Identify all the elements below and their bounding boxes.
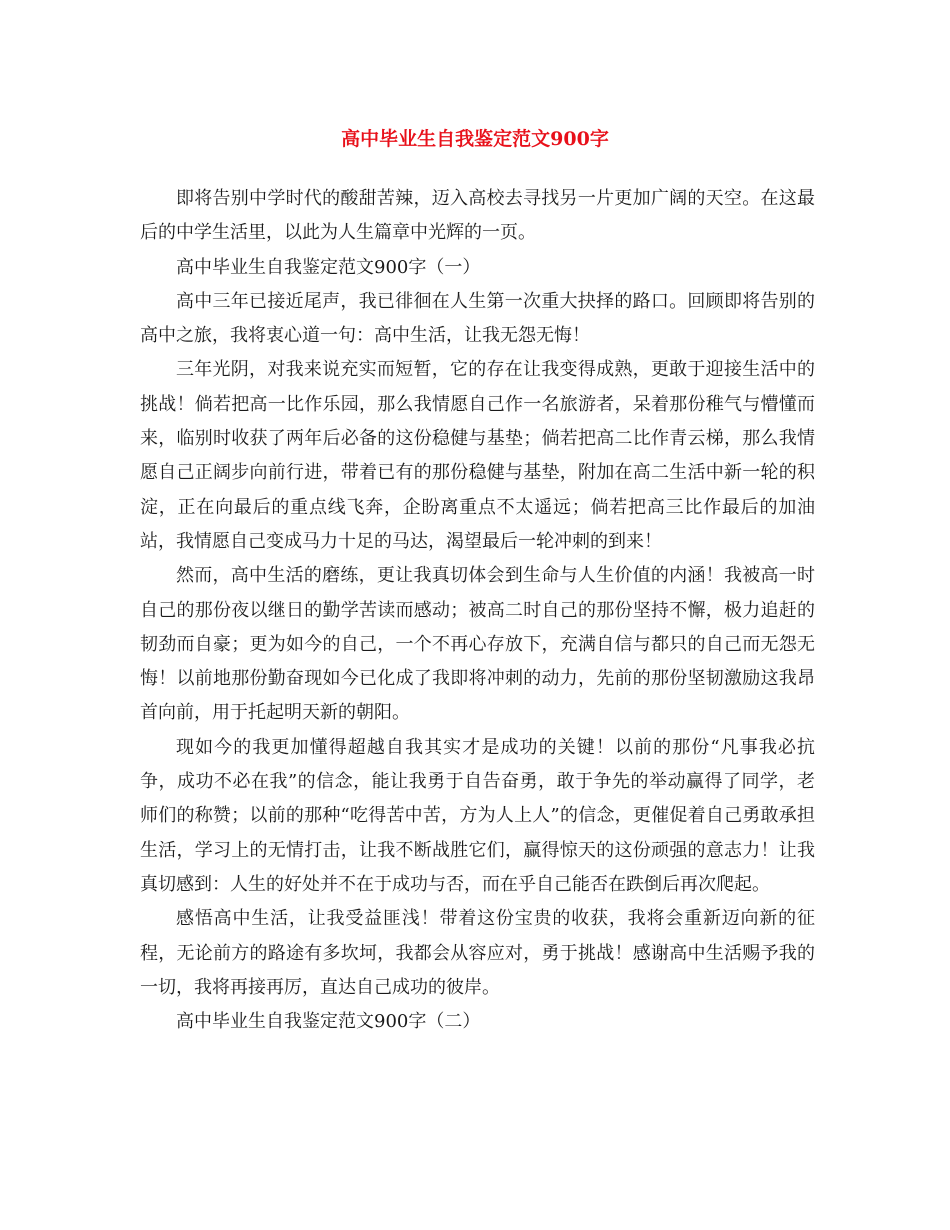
section-heading-two: 高中毕业生自我鉴定范文900字（二） [176, 1011, 481, 1033]
document-title: 高中毕业生自我鉴定范文900字 [341, 128, 609, 150]
paragraph: 三年光阴，对我来说充实而短暂，它的存在让我变得成熟，更敢于迎接生活中的挑战！倘若把高一比作乐园，那么我情愿自己作一名旅游者，呆着那份稚气与懵懂而来，临别时收获了两年后必备的这份稳健与基垫；倘若把高二比作青云梯，那么我情愿自己正阔步向前行进，带着已有的那份稳健与基垫，附加在高二生活中新一轮的积淀，正在向最后的重点线飞奔，企盼离重点不太遥远；倘若把高三比作最后的加油站，我情愿自己变成马力十足的马达，渴望最后一轮冲刺的到来！ [140, 359, 815, 552]
paragraph: 感悟高中生活，让我受益匪浅！带着这份宝贵的收获，我将会重新迈向新的征程，无论前方的路途有多坎坷，我都会从容应对，勇于挑战！感谢高中生活赐予我的一切，我将再接再厉，直达自己成功的彼岸。 [140, 908, 815, 998]
paragraph: 然而，高中生活的磨练，更让我真切体会到生命与人生价值的内涵！我被高一时自己的那份夜以继日的勤学苦读而感动；被高二时自己的那份坚持不懈，极力追赶的韧劲而自豪；更为如今的自己，一个不再心存放下，充满自信与都只的自己而无怨无悔！以前地那份勤奋现如今已化成了我即将冲刺的动力，先前的那份坚韧激励这我昂首向前，用于托起明天新的朝阳。 [140, 565, 815, 724]
paragraph-intro: 即将告别中学时代的酸甜苦辣，迈入高校去寻找另一片更加广阔的天空。在这最后的中学生活里，以此为人生篇章中光辉的一页。 [140, 188, 815, 244]
section-heading-one: 高中毕业生自我鉴定范文900字（一） [176, 256, 481, 278]
paragraph: 高中三年已接近尾声，我已徘徊在人生第一次重大抉择的路口。回顾即将告别的高中之旅，我将衷心道一句：高中生活，让我无怨无悔！ [140, 290, 815, 347]
paragraph: 现如今的我更加懂得超越自我其实才是成功的关键！以前的那份“凡事我必抗争，成功不必在我”的信念，能让我勇于自告奋勇，敢于争先的举动赢得了同学，老师们的称赞；以前的那种“吃得苦中苦，方为人上人”的信念，更催促着自己勇敢承担生活，学习上的无情打击，让我不断战胜它们，赢得惊天的这份顽强的意志力！让我真切感到：人生的好处并不在于成功与否，而在乎自己能否在跌倒后再次爬起。 [140, 736, 815, 895]
document-body [140, 182, 815, 1039]
